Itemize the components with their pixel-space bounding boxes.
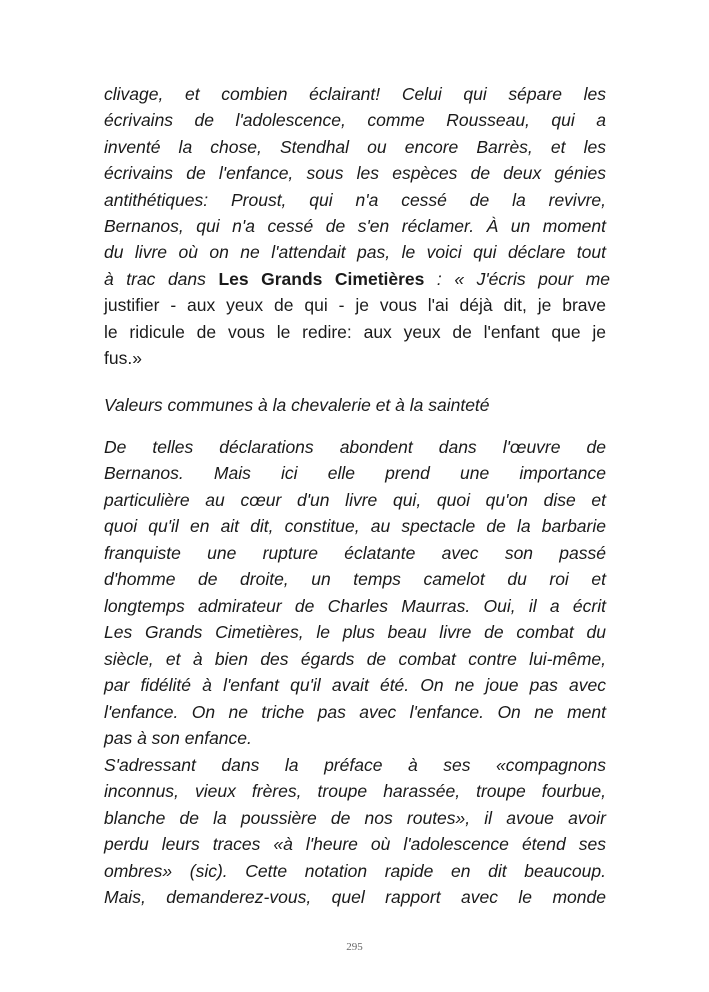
body-text-line: écrivains de l'enfance, sous les espèces de deux génies [104, 163, 606, 183]
body-text-line: particulière au cœur d'un livre qui, quoi qu'on dise et [104, 490, 606, 510]
body-text-line: S'adressant dans la préface à ses «compagnons [104, 755, 606, 775]
page-number: 295 [346, 941, 363, 953]
body-text-line: inconnus, vieux frères, troupe harassée, troupe fourbue, [104, 781, 606, 801]
body-text-line: quoi qu'il en ait dit, constitue, au spectacle de la barbarie [104, 516, 606, 536]
section-heading: Valeurs communes à la chevalerie et à la sainteté [104, 395, 490, 415]
body-text-line: Bernanos. Mais ici elle prend une importance [104, 463, 606, 483]
body-text-line: par fidélité à l'enfant qu'il avait été. On ne joue pas avec [104, 675, 606, 695]
body-text-line: perdu leurs traces «à l'heure où l'adolescence étend ses [104, 834, 606, 854]
body-text-line: écrivains de l'adolescence, comme Rousseau, qui a [104, 110, 606, 130]
body-text-line: Bernanos, qui n'a cessé de s'en réclamer. À un moment [104, 216, 606, 236]
quote-start: : « J'écris pour me [424, 269, 610, 289]
body-text-line: siècle, et à bien des égards de combat contre lui-même, [104, 649, 606, 669]
quote-line: justifier - aux yeux de qui - je vous l'ai déjà dit, je brave [104, 295, 606, 315]
body-text-line: Mais, demanderez-vous, quel rapport avec le monde [104, 887, 606, 907]
body-text-line: Les Grands Cimetières, le plus beau livre de combat du [104, 622, 606, 642]
body-text-line: ombres» (sic). Cette notation rapide en dit beaucoup. [104, 861, 606, 881]
body-text-line: clivage, et combien éclairant! Celui qui sépare les [104, 84, 606, 104]
body-text-line-with-title [104, 266, 610, 292]
body-text-line: franquiste une rupture éclatante avec son passé [104, 543, 606, 563]
body-text-line: antithétiques: Proust, qui n'a cessé de la revivre, [104, 190, 606, 210]
line-prefix: à trac dans [104, 269, 219, 289]
body-text-line: d'homme de droite, un temps camelot du roi et [104, 569, 606, 589]
quote-line: fus.» [104, 348, 142, 368]
body-text-line: du livre où on ne l'attendait pas, le voici qui déclare tout [104, 242, 606, 262]
book-title: Les Grands Cimetières [218, 269, 425, 289]
body-text-line: De telles déclarations abondent dans l'œuvre de [104, 437, 606, 457]
body-text-line: l'enfance. On ne triche pas avec l'enfance. On ne ment [104, 702, 606, 722]
quote-line: le ridicule de vous le redire: aux yeux de l'enfant que je [104, 322, 606, 342]
body-text-line: longtemps admirateur de Charles Maurras. Oui, il a écrit [104, 596, 606, 616]
body-text-line: inventé la chose, Stendhal ou encore Barrès, et les [104, 137, 606, 157]
body-text-line: pas à son enfance. [104, 728, 252, 748]
body-text-line: blanche de la poussière de nos routes», il avoue avoir [104, 808, 606, 828]
